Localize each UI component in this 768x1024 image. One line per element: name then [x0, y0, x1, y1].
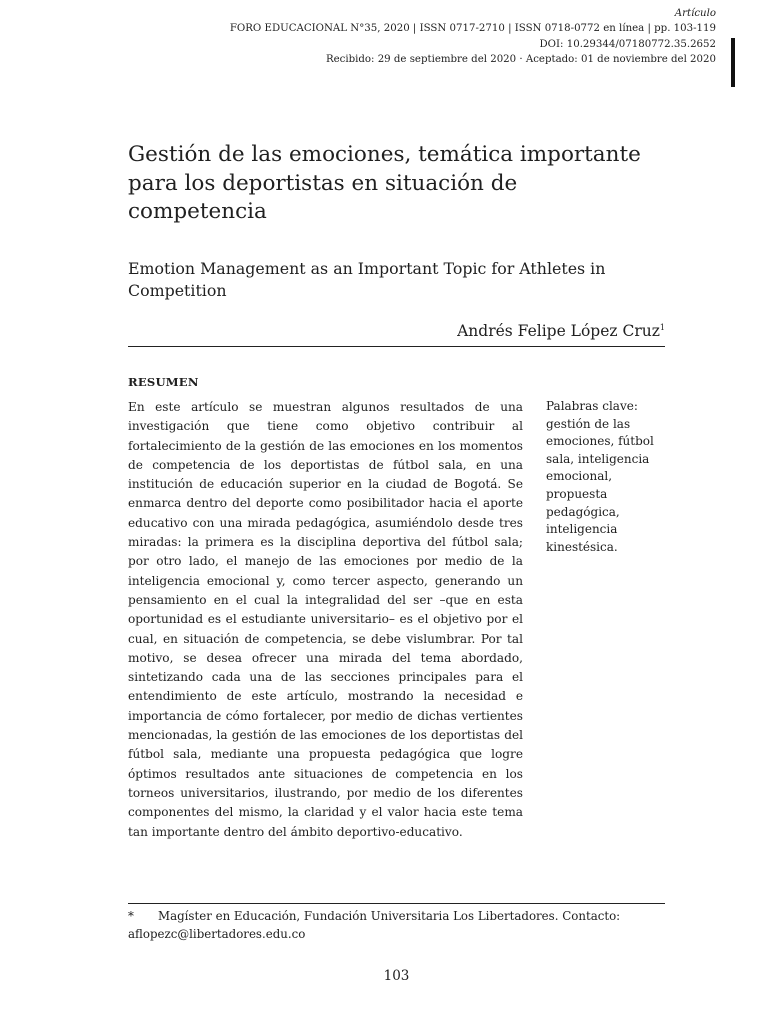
author-footnote-mark: 1 [659, 322, 665, 332]
received-accepted-dates: Recibido: 29 de septiembre del 2020 · Aceptado: 01 de noviembre del 2020 [325, 53, 716, 65]
keywords-block [546, 398, 664, 556]
abstract-text: En este artículo se muestran algunos resultados de una investigación que tiene como objetivo contribuir al fortalecimiento de la gestión de las emociones en los momentos de competencia de los deportistas de fútbol sala, en una institución de educación superior en la ciudad de Bogotá. Se enmarca dentro del deporte como posibilitador hacia el aporte educativo con una mirada pedagógica, asumiéndolo desde tres miradas: la primera es la disciplina deportiva del fútbol sala; por otro lado, el manejo de las emociones por medio de la inteligencia emocional y, como tercer aspecto, generando un pensamiento en el cual la integralidad del ser –que en esta oportunidad es el estudiante universitario– es el objetivo por el cual, en situación de competencia, se debe vislumbrar. Por tal motivo, se desea ofrecer una mirada del tema abordado, sintetizando cada una de las secciones principales para el entendimiento de este artículo, mostrando la necesidad e importancia de cómo fortalecer, por medio de dichas vertientes mencionadas, la gestión de las emociones de los deportistas del fútbol sala, mediante una propuesta pedagógica que logre óptimos resultados ante situaciones de competencia en los torneos universitarios, ilustrando, por medio de los diferentes componentes del mismo, la claridad y el valor hacia este tema tan importante dentro del ámbito deportivo-educativo. [128, 400, 523, 839]
abstract-heading: RESUMEN [128, 375, 199, 389]
footnote-text: Magíster en Educación, Fundación Universitaria Los Libertadores. Contacto: aflopezc@libertadores.edu.co [128, 909, 621, 941]
article-type: Artículo [674, 8, 716, 19]
article-title: Gestión de las emociones, temática importante para los deportistas en situación de competencia [128, 142, 641, 224]
page-number: 103 [383, 968, 410, 984]
journal-info: FORO EDUCACIONAL N°35, 2020 | ISSN 0717-2710 | ISSN 0718-0772 en línea | pp. 103-119 [229, 23, 716, 35]
footnote-mark: * [128, 909, 134, 923]
keywords-text: gestión de las emociones, fútbol sala, inteligencia emocional, propuesta pedagógica, inteligencia kinestésica. [546, 416, 654, 554]
author-line [457, 320, 665, 342]
footnote-rule [128, 903, 665, 904]
article-title-english: Emotion Management as an Important Topic for Athletes in Competition [128, 259, 606, 300]
footnote [128, 907, 665, 943]
author-name: Andrés Felipe López Cruz [457, 322, 660, 340]
keywords-label: Palabras clave: [546, 399, 638, 413]
header-accent-bar [731, 38, 735, 87]
author-rule [128, 346, 665, 347]
doi: DOI: 10.29344/07180772.35.2652 [539, 38, 716, 50]
journal-header [156, 6, 716, 67]
